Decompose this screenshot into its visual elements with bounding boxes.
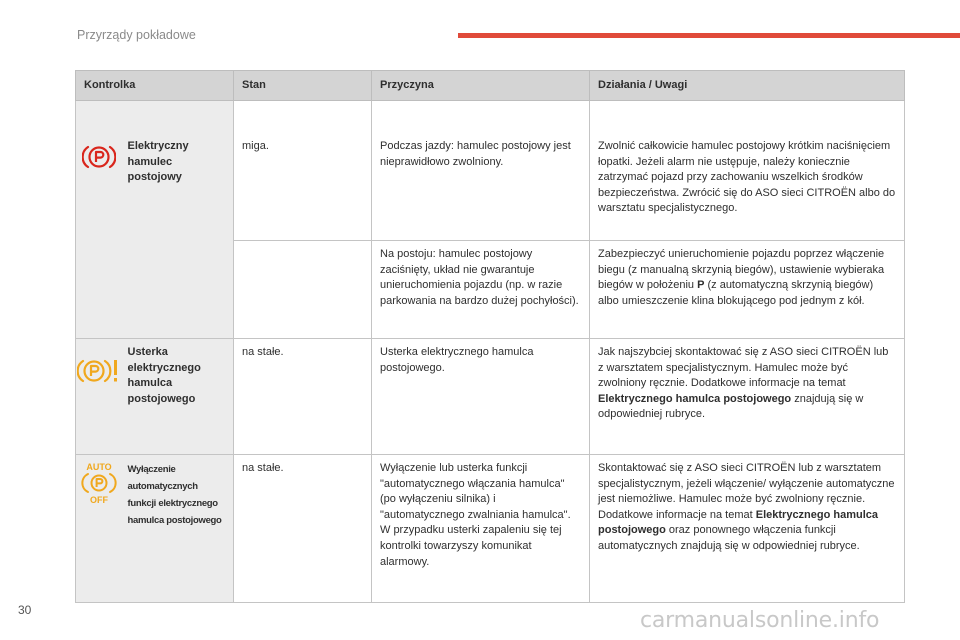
action-text: oraz ponownego włączenia funkcji automatycznych znajdują się w odpowiedniej rubryce. (598, 524, 860, 552)
svg-text:AUTO: AUTO (86, 462, 112, 472)
action-emphasis: P (697, 279, 705, 292)
electric-parking-brake-icon (76, 143, 122, 171)
state-cell: na stałe. (234, 339, 372, 455)
action-cell (590, 339, 905, 455)
indicator-name: Elektryczny hamulec postojowy (122, 101, 234, 339)
action-text: (z automatyczną skrzynią biegów) albo umieszczenie klina blokującego pod jednym z kół. (598, 279, 874, 307)
auto-off-parking-brake-icon (76, 461, 122, 505)
indicator-name: Wyłączenie automatycznych funkcji elektrycznego hamulca postojowego (122, 455, 234, 603)
state-cell (234, 241, 372, 339)
state-cell: na stałe. (234, 455, 372, 603)
parking-brake-fault-icon (76, 357, 122, 385)
indicator-icon-cell (76, 455, 122, 603)
action-text: znajdują się w odpowiedniej rubryce. (598, 392, 864, 421)
header-accent-bar (458, 33, 960, 38)
action-text: Zabezpieczyć unieruchomienie pojazdu poprzez włączenie biegu (z manualną skrzynią biegów), ustawienie wybieraka biegów w położeniu (598, 248, 885, 292)
page-number: 30 (18, 603, 32, 617)
table-row (76, 455, 905, 603)
svg-text:OFF: OFF (89, 495, 108, 505)
cause-cell: Usterka elektrycznego hamulca postojowego. (372, 339, 590, 455)
table-row (76, 339, 905, 455)
action-cell (590, 241, 905, 339)
column-header-state: Stan (234, 71, 372, 101)
state-cell: miga. (234, 101, 372, 241)
action-emphasis: Elektrycznego hamulca postojowego (598, 392, 792, 405)
indicator-name: Usterka elektrycznego hamulca postojowego (122, 339, 234, 455)
action-cell: Zwolnić całkowicie hamulec postojowy krótkim naciśnięciem łopatki. Jeżeli alarm nie ustępuje, należy koniecznie zatrzymać pojazd przy zachowaniu wszelkich środków bezpieczeństwa. Zwrócić się do ASO sieci CITROËN albo do warsztatu specjalistycznego. (590, 101, 905, 241)
action-emphasis: Elektrycznego hamulca postojowego (598, 508, 879, 537)
cause-cell: Podczas jazdy: hamulec postojowy jest nieprawidłowo zwolniony. (372, 101, 590, 241)
column-header-cause: Przyczyna (372, 71, 590, 101)
warning-lights-table-container (75, 70, 904, 603)
column-header-indicator: Kontrolka (76, 71, 234, 101)
table-row (76, 101, 905, 241)
warning-lights-table (75, 70, 905, 603)
cause-cell: Wyłączenie lub usterka funkcji "automatycznego włączania hamulca" (po wyłączeniu silnika) i "automatycznego zwalniania hamulca". W przypadku usterki zapaleniu się tej kontrolki towarzyszy komunikat alarmowy. (372, 455, 590, 603)
column-header-actions: Działania / Uwagi (590, 71, 905, 101)
indicator-icon-cell (76, 339, 122, 455)
section-title: Przyrządy pokładowe (77, 28, 196, 42)
action-text: Jak najszybciej skontaktować się z ASO sieci CITROËN lub z warsztatem specjalistycznym. Hamulec może być zwolniony ręcznie. Dodatkowe informacje na temat (598, 346, 889, 390)
action-text: Skontaktować się z ASO sieci CITROËN lub z warsztatem specjalistycznym, jeżeli włączenie/ wyłączenie automatyczne jest niemożliwe. Hamulec może być zwolniony ręcznie. Dodatkowe informacje na temat (598, 462, 895, 521)
cause-cell: Na postoju: hamulec postojowy zaciśnięty, układ nie gwarantuje unieruchomienia pojazdu (np. w razie parkowania na bardzo dużej pochyłości). (372, 241, 590, 339)
watermark: carmanualsonline.info (640, 608, 880, 633)
indicator-icon-cell (76, 101, 122, 339)
action-cell (590, 455, 905, 603)
table-header-row (76, 71, 905, 101)
